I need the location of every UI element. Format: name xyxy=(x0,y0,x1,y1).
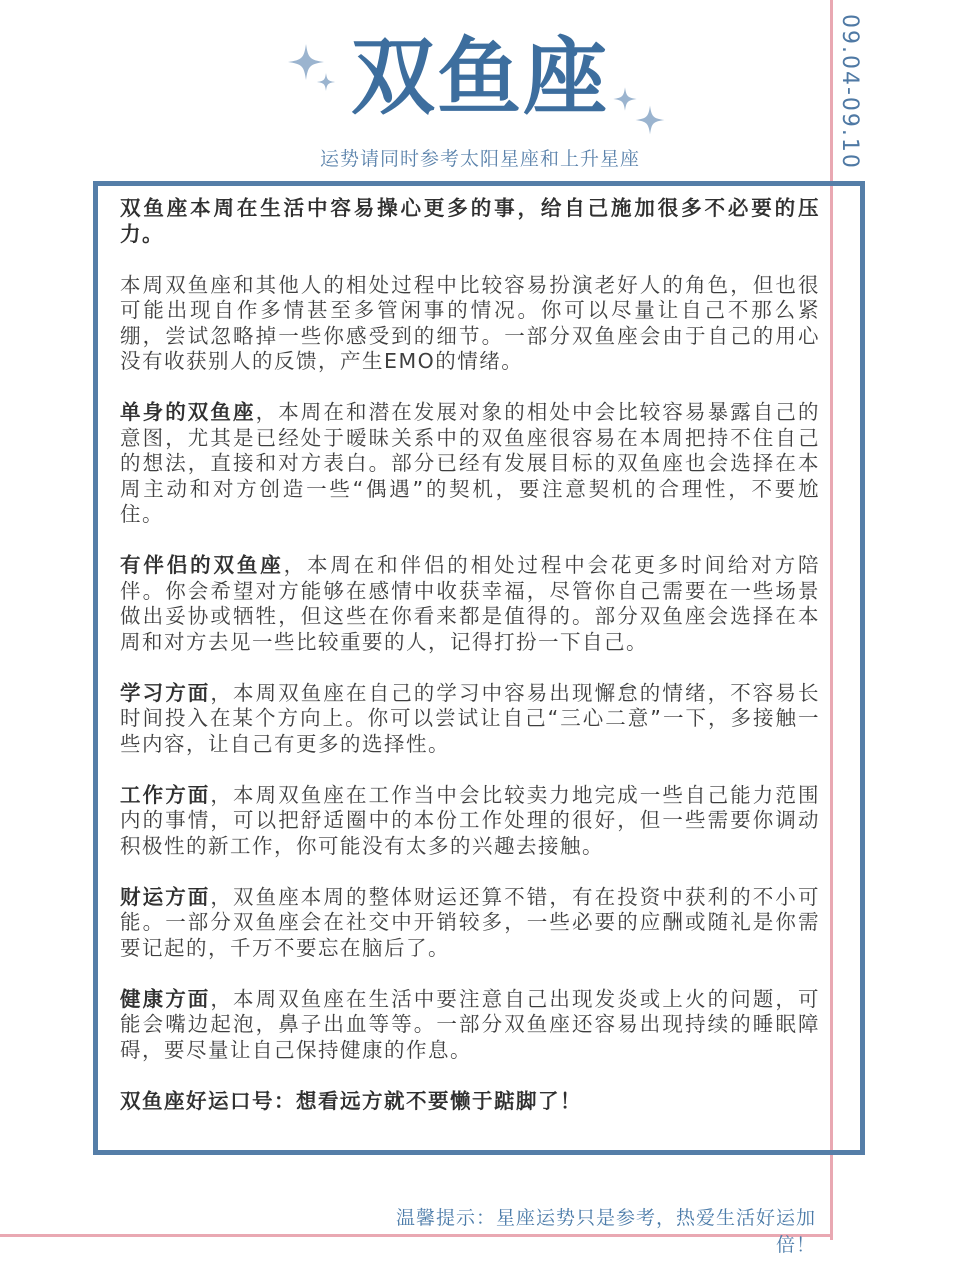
slogan: 双鱼座好运口号：想看远方就不要懒于踮脚了！ xyxy=(120,1088,582,1113)
section-wealth xyxy=(120,885,820,962)
section-partnered xyxy=(120,553,820,655)
section-heading: 工作方面 xyxy=(120,782,211,807)
section-heading: 有伴侣的双鱼座 xyxy=(120,553,284,577)
date-range: 09.04-09.10 xyxy=(837,14,862,170)
section-text: ，本周在和潜在发展对象的相处中会比较容易暴露自己的意图，尤其是已经处于暧昧关系中的双鱼座很容易在本周把持不住自己的想法，直接和对方表白。部分已经有发展目标的双鱼座也会选择在本周主动和对方创造一些“偶遇”的契机，要注意契机的合理性，不要尬住。 xyxy=(120,400,821,526)
subtitle: 运势请同时参考太阳星座和上升星座 xyxy=(319,148,640,170)
section-single xyxy=(120,400,820,528)
section-text: ，本周双鱼座在生活中要注意自己出现发炎或上火的问题，可能会嘴边起泡，鼻子出血等等。一部分双鱼座还容易出现持续的睡眠障碍，要尽量让自己保持健康的作息。 xyxy=(120,986,821,1062)
footer-tip: 温馨提示：星座运势只是参考，热爱生活好运加倍！ xyxy=(395,1207,816,1256)
section-health xyxy=(120,987,820,1064)
section-text: ，本周双鱼座在工作当中会比较卖力地完成一些自己能力范围内的事情，可以把舒适圈中的本份工作处理的很好，但一些需要你调动积极性的新工作，你可能没有太多的兴趣去接触。 xyxy=(120,782,821,858)
section-text: ，本周双鱼座在自己的学习中容易出现懈怠的情绪，不容易长时间投入在某个方向上。你可以尝试让自己“三心二意”一下，多接触一些内容，让自己有更多的选择性。 xyxy=(120,680,821,756)
section-text: ，双鱼座本周的整体财运还算不错，有在投资中获利的不小可能。一部分双鱼座会在社交中开销较多，一些必要的应酬或随礼是你需要记起的，千万不要忘在脑后了。 xyxy=(120,884,821,960)
horoscope-content xyxy=(120,196,820,1140)
general-paragraph: 本周双鱼座和其他人的相处过程中比较容易扮演老好人的角色，但也很可能出现自作多情甚至多管闲事的情况。你可以尽量让自己不那么紧绷，尝试忽略掉一些你感受到的细节。一部分双鱼座会由于自己的用心没有收获别人的反馈，产生EMO的情绪。 xyxy=(120,272,820,373)
section-heading: 财运方面 xyxy=(120,884,211,909)
page-title: 双鱼座 xyxy=(350,28,609,126)
section-text: ，本周在和伴侣的相处过程中会花更多时间给对方陪伴。你会希望对方能够在感情中收获幸福，尽管你自己需要在一些场景做出妥协或牺牲，但这些在你看来都是值得的。部分双鱼座会选择在本周和对方去见一些比较重要的人，记得打扮一下自己。 xyxy=(120,553,820,654)
section-work xyxy=(120,783,820,860)
section-heading: 学习方面 xyxy=(120,680,211,705)
section-heading: 单身的双鱼座 xyxy=(120,400,256,424)
section-study xyxy=(120,681,820,758)
section-heading: 健康方面 xyxy=(120,986,211,1011)
intro-paragraph: 双鱼座本周在生活中容易操心更多的事，给自己施加很多不必要的压力。 xyxy=(120,196,820,246)
